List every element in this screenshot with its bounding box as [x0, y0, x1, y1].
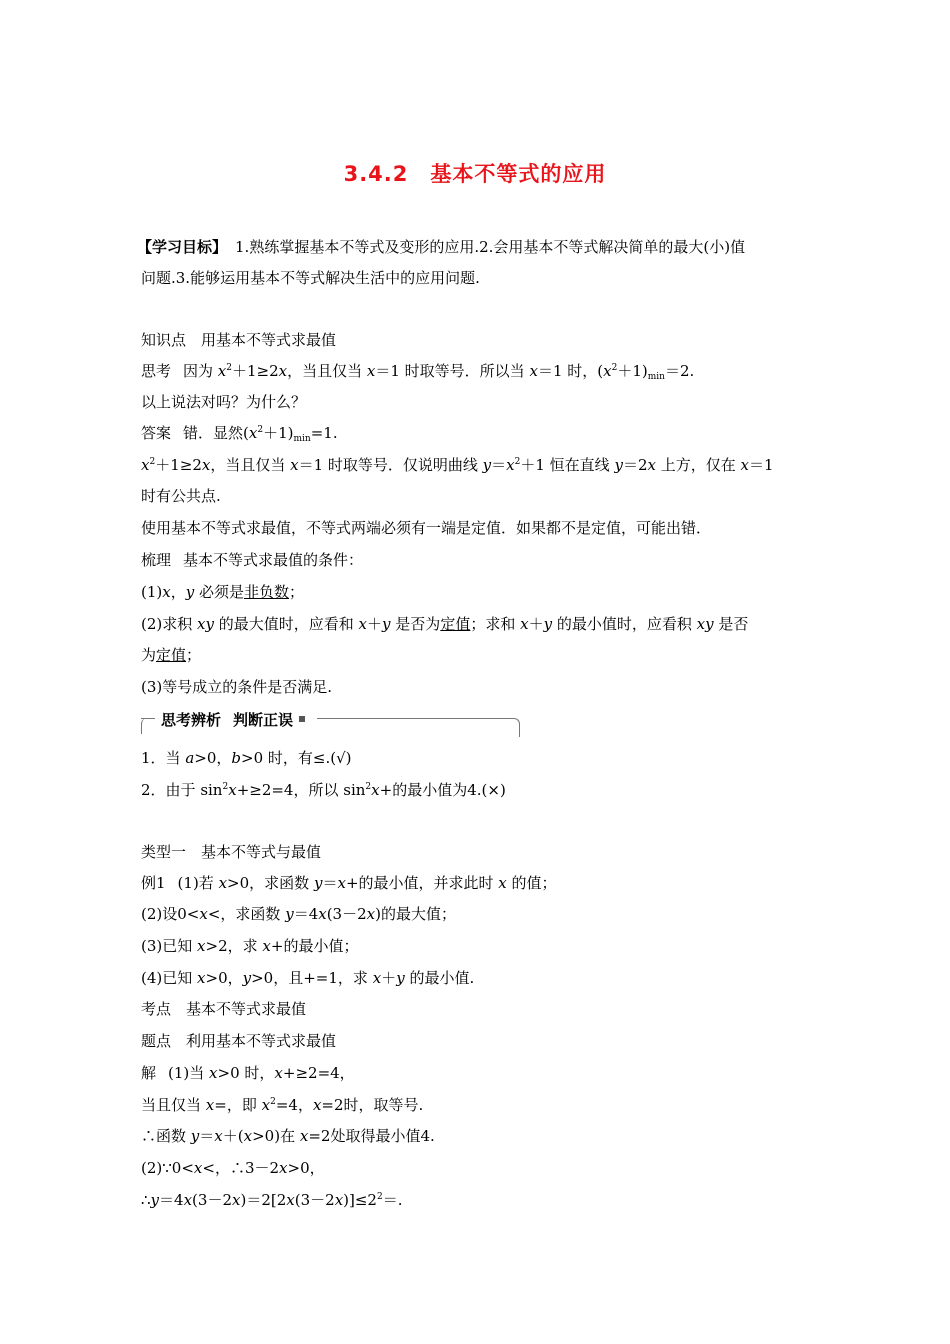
summary-line: 梳理 基本不等式求最值的条件：: [141, 551, 364, 569]
learning-goals-line2: 问题.3.能够运用基本不等式解决生活中的应用问题.: [141, 269, 480, 287]
example-1-part-3: (3)已知 x>2，求 x+的最小值；: [141, 937, 359, 955]
think-line: 思考 因为 $x^2+1\ge 2x$，当且仅当 x＝1 时取等号．所以当 x＝1 时，$(x^2+1)_{min}=2$.: [141, 362, 695, 382]
tidian-line: 题点 利用基本不等式求最值: [141, 1032, 337, 1050]
solution-line-5: $\therefore y=4x(3-2x)=2[2x(3-2x)]\le 2^2=$.: [141, 1191, 403, 1209]
condition-2-cont: 为定值；: [141, 646, 202, 664]
example-1-part-2: (2)设0<x<，求函数 y＝4x(3－2x)的最大值；: [141, 905, 456, 923]
type1-heading: 类型一 基本不等式与最值: [141, 843, 322, 861]
think-judge-banner: [155, 709, 317, 729]
solution-label: 解: [141, 1064, 157, 1082]
explain-line: $x^2+1\ge 2x$，当且仅当 x＝1 时取等号．仅说明曲线 $y=x^2+1$ 恒在直线 y＝2x 上方，仅在 x＝1: [141, 456, 774, 474]
banner-frame-left: [141, 718, 148, 734]
banner-right-text: 判断正误: [233, 710, 294, 729]
judge-item-1: 1．当 a>0，b>0 时，有≤.(√): [141, 749, 352, 767]
use-line: 使用基本不等式求最值，不等式两端必须有一端是定值．如果都不是定值，可能出错．: [141, 519, 712, 537]
why-line: 以上说法对吗？为什么？: [141, 393, 307, 411]
example-1-part-4: (4)已知 x>0，y>0，且+=1，求 x＋y 的最小值.: [141, 969, 475, 987]
page-title: 3.4.2 基本不等式的应用: [343, 162, 607, 186]
judge-item-2: 2．由于 $\sin^2x+\ge 2=4$，所以 $\sin^2x+$的最小值为4.(×): [141, 781, 506, 799]
solution-line-3: ∴函数 y＝x＋(x>0)在 x=2处取得最小值4.: [141, 1127, 435, 1145]
cross-mark-icon: ×: [487, 781, 500, 799]
kaodian-line: 考点 基本不等式求最值: [141, 1000, 307, 1018]
answer-line: 答案 错．显然$(x^2+1)_{min}=1$.: [141, 424, 338, 444]
common-point-line: 时有公共点.: [141, 487, 221, 505]
solution-line-1: 解 (1)当 x>0 时，x+≥2=4，: [141, 1064, 355, 1082]
summary-label: 梳理: [141, 551, 172, 569]
solution-line-2: 当且仅当 x=，即 $x^2=4$，x=2时，取等号.: [141, 1096, 424, 1114]
condition-2: (2)求积 xy 的最大值时，应看和 x＋y 是否为定值；求和 x＋y 的最小值时，应看积 xy 是否: [141, 615, 749, 633]
learning-goals-label: 【学习目标】: [137, 238, 228, 256]
think-label: 思考: [141, 362, 172, 380]
knowledge-heading: 知识点 用基本不等式求最值: [141, 331, 337, 349]
learning-goals-line1: 【学习目标】 1.熟练掌握基本不等式及变形的应用.2.会用基本不等式解决简单的最大(小)值: [137, 238, 746, 256]
square-bullet-icon: [299, 716, 305, 722]
check-mark-icon: √: [336, 749, 346, 767]
answer-label: 答案: [141, 424, 172, 442]
solution-line-4: (2)∵0<x<，∴3－2x>0，: [141, 1159, 325, 1177]
example-label: 例1: [141, 874, 166, 892]
banner-left-text: 思考辨析: [161, 710, 222, 729]
condition-3: (3)等号成立的条件是否满足.: [141, 678, 333, 696]
example-1-part-1: 例1 (1)若 x>0，求函数 y＝x+的最小值，并求此时 x 的值；: [141, 874, 557, 892]
condition-1: (1)x，y 必须是非负数；: [141, 583, 305, 601]
